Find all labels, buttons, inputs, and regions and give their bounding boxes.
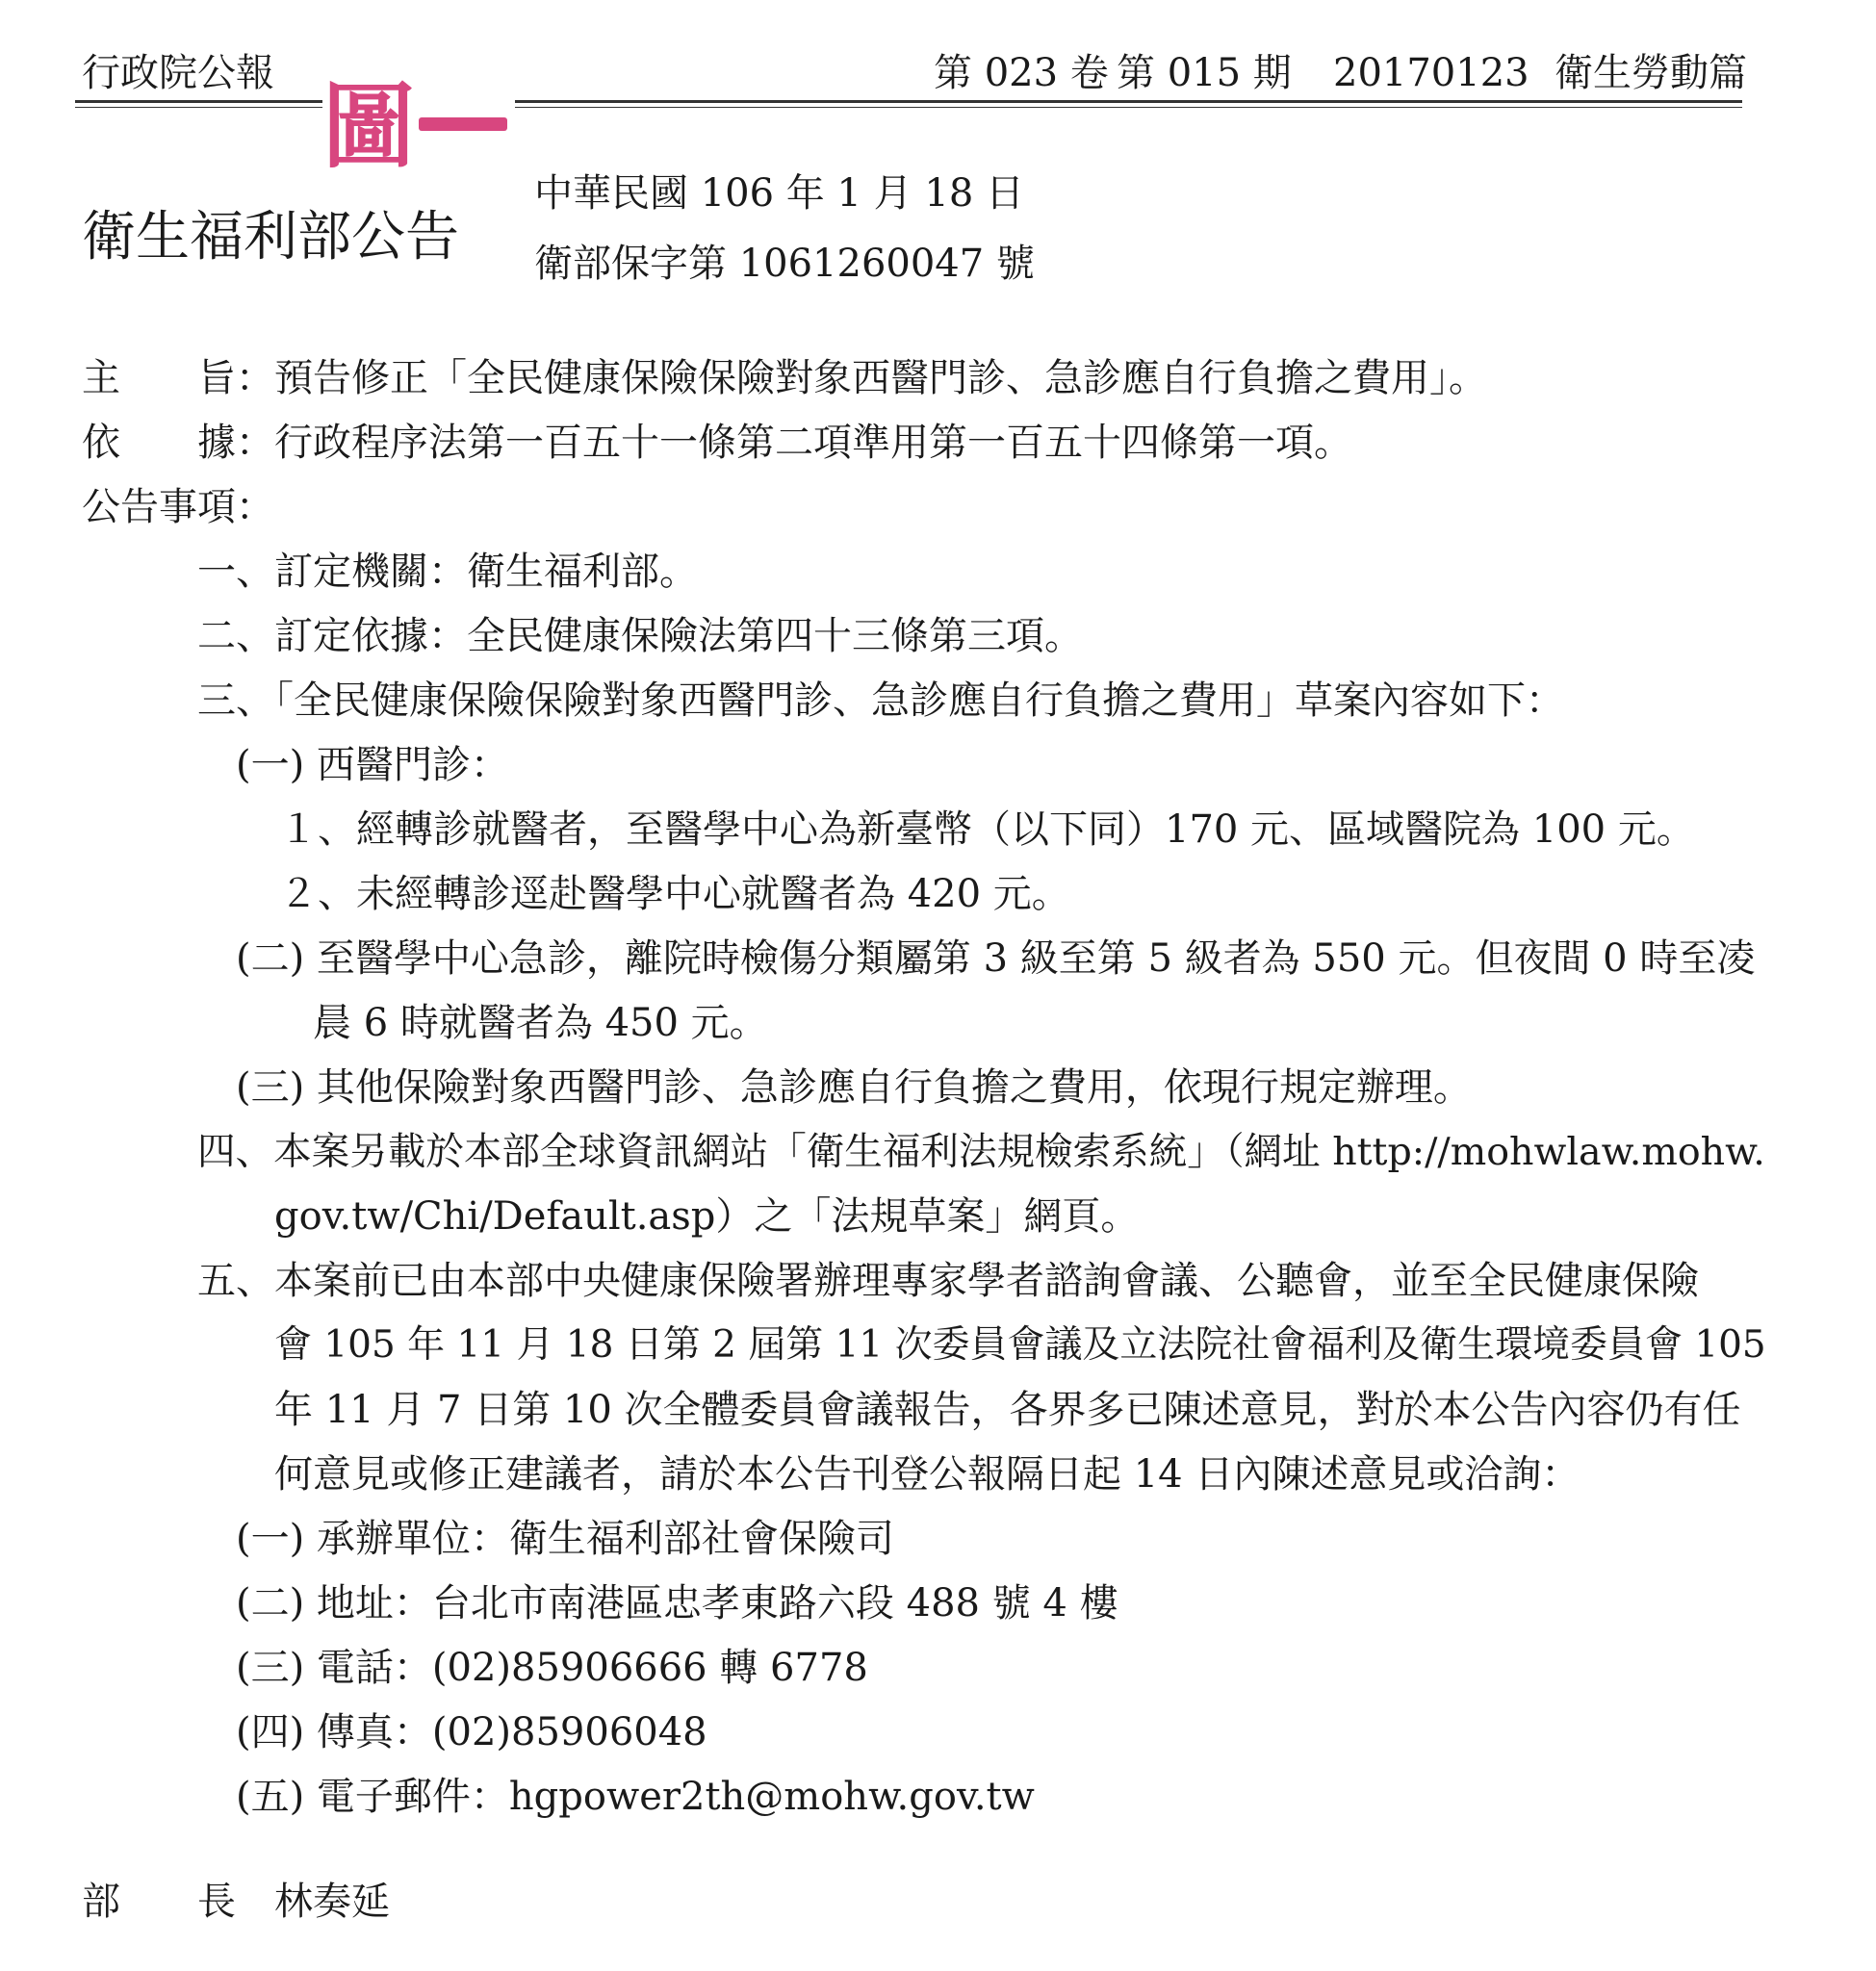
- body-line: 三、「全民健康保險保險對象西醫門診、急診應自行負擔之費用」草案內容如下：: [197, 678, 1564, 723]
- body-line: １、經轉診就醫者，至醫學中心為新臺幣（以下同）170 元、區域醫院為 100 元。: [279, 807, 1695, 852]
- body-line: 年 11 月 7 日第 10 次全體委員會議報告，各界多已陳述意見，對於本公告內容仍有任: [274, 1388, 1741, 1432]
- body-line: gov.tw/Chi/Default.asp）之「法規草案」網頁。: [274, 1194, 1140, 1239]
- body-line: ２、未經轉診逕赴醫學中心就醫者為 420 元。: [279, 872, 1070, 916]
- body-line: (一) 西醫門診：: [236, 743, 509, 787]
- body-line: 會 105 年 11 月 18 日第 2 屆第 11 次委員會議及立法院社會福利及衛生環境委員會 105: [274, 1323, 1766, 1367]
- body-line: 五、本案前已由本部中央健康保險署辦理專家學者諮詢會議、公聽會，並至全民健康保險: [197, 1259, 1699, 1303]
- signature-row: [82, 1877, 390, 1927]
- basis-label: 依 據：: [82, 421, 274, 465]
- publication-date: 20170123: [1333, 51, 1529, 95]
- issue-number: 第 015 期: [1117, 51, 1292, 95]
- body-line: (五) 電子郵件：hgpower2th@mohw.gov.tw: [236, 1775, 1035, 1819]
- notice-doc-number: 衛部保字第 1061260047 號: [534, 242, 1035, 286]
- figure-stamp: [322, 73, 515, 181]
- subject-text: 預告修正「全民健康保險保險對象西醫門診、急診應自行負擔之費用」。: [274, 356, 1487, 400]
- subject-row: [82, 353, 1487, 403]
- body-line: (二) 地址：台北市南港區忠孝東路六段 488 號 4 樓: [236, 1581, 1118, 1625]
- body-line: (三) 電話：(02)85906666 轉 6778: [236, 1646, 868, 1690]
- publication-category: 衛生勞動篇: [1555, 51, 1747, 95]
- notice-date: 中華民國 106 年 1 月 18 日: [534, 171, 1024, 216]
- body-line: 何意見或修正建議者，請於本公告刊登公報隔日起 14 日內陳述意見或洽詢：: [274, 1452, 1580, 1497]
- items-heading: 公告事項：: [82, 485, 274, 529]
- basis-text: 行政程序法第一百五十一條第二項準用第一百五十四條第一項。: [274, 421, 1352, 465]
- publication-name: 行政院公報: [82, 51, 274, 95]
- body-line: (一) 承辦單位：衛生福利部社會保險司: [236, 1517, 894, 1561]
- body-line: 二、訂定依據：全民健康保險法第四十三條第三項。: [197, 614, 1083, 658]
- body-line: 一、訂定機關：衛生福利部。: [197, 550, 698, 594]
- body-line: 四、本案另載於本部全球資訊網站「衛生福利法規檢索系統」（網址 http://mohwlaw.mohw.: [197, 1130, 1765, 1174]
- body-line: (四) 傳真：(02)85906048: [236, 1710, 707, 1754]
- notice-title: 衛生福利部公告: [82, 206, 459, 269]
- body-line: (二) 至醫學中心急診，離院時檢傷分類屬第 3 級至第 5 級者為 550 元。但夜間 0 時至凌: [236, 936, 1756, 981]
- signature-label: 部 長: [82, 1880, 236, 1924]
- subject-label: 主 旨：: [82, 356, 274, 400]
- signature-name: 林奏延: [274, 1880, 390, 1924]
- volume-number: 第 023 卷: [934, 51, 1109, 95]
- basis-row: [82, 418, 1352, 468]
- body-line: (三) 其他保險對象西醫門診、急診應自行負擔之費用，依現行規定辦理。: [236, 1065, 1472, 1110]
- figure-stamp-bar: [419, 117, 507, 131]
- figure-stamp-glyph: 圖: [322, 73, 415, 181]
- body-line: 晨 6 時就醫者為 450 元。: [313, 1001, 768, 1045]
